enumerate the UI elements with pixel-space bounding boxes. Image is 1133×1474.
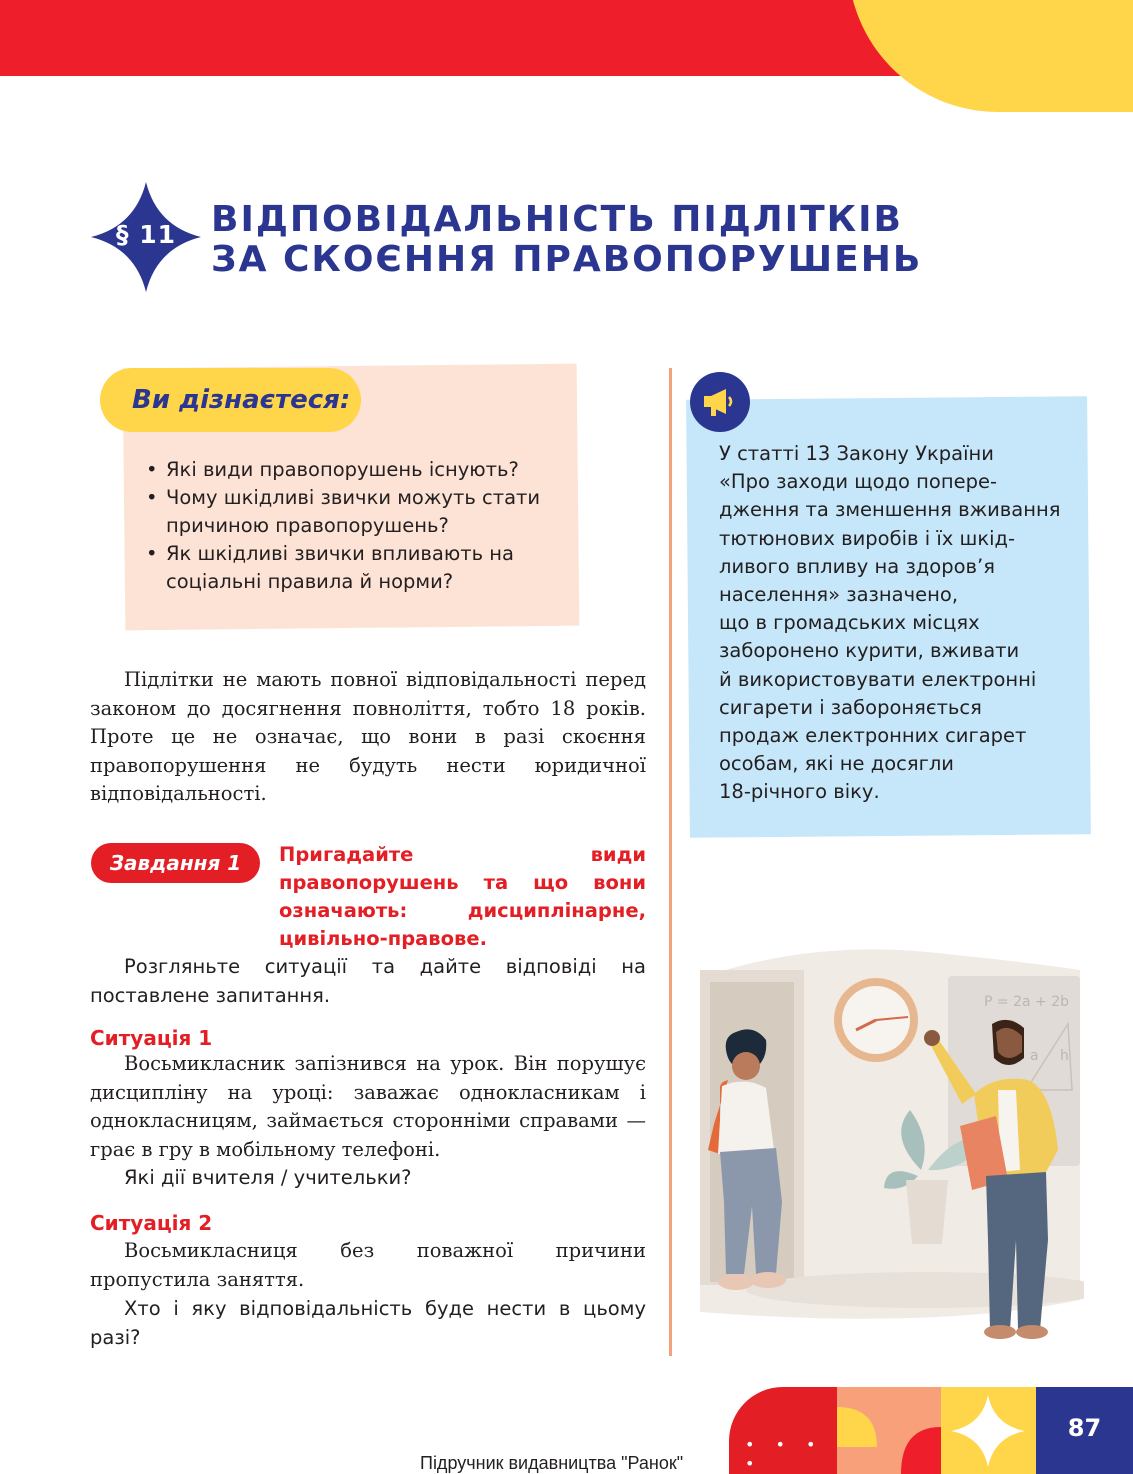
info-text: У статті 13 Закону України «Про заходи щодо попере- дження та зменшення вживання тютюнових виробів і їх шкід- ливого впливу на здоров’я населення» зазначено, що в громадських місцях заборонено курити, вживати й використовувати електронні сигарети і забороняється продаж електронних сигарет особам, які не досягли 18-річного віку. (719, 442, 1061, 804)
situation-2-question: Хто і яку відповідальність буде нести в цьому разі? (90, 1297, 646, 1349)
board-label-h: h (1060, 1048, 1069, 1064)
learn-heading: Ви дізнаєтеся: (100, 368, 361, 432)
learn-item: • Як шкідливі звички впливають на соціальні правила й норми? (146, 540, 566, 596)
plant-pot (906, 1180, 948, 1244)
consider-paragraph: Розгляньте ситуації та дайте відповіді на поставлене запитання. (90, 955, 646, 1007)
page-title (211, 199, 923, 280)
column-divider (669, 368, 672, 1356)
task-badge: Завдання 1 (91, 843, 260, 883)
footer-yellow-block (941, 1387, 1036, 1474)
paragraph-badge (91, 182, 201, 292)
footer-peach-block (837, 1387, 941, 1474)
learn-item: • Чому шкідливі звички можуть стати причиною правопорушень? (146, 484, 566, 540)
intro-paragraph: Підлітки не мають повної відповідальності перед законом до досягнення повноліття, тобто 18 років. Проте це не означає, що вони в разі скоєння правопорушення не будуть нести юридичної відповідальності. (90, 668, 646, 805)
star-icon (941, 1387, 1036, 1474)
learn-list (146, 456, 566, 596)
top-yellow-shape (848, 0, 1133, 112)
footer-dots: • • • • (745, 1435, 824, 1473)
boy-shirt (718, 1081, 774, 1154)
task-text: Пригадайте види правопорушень та що вони означають: дисциплінарне, цивільно-правове. (279, 843, 646, 950)
paragraph-label: § 11 (116, 220, 176, 249)
title-line-2: ЗА СКОЄННЯ ПРАВОПОРУШЕНЬ (211, 239, 923, 280)
classroom-illustration (696, 940, 1084, 1344)
situation-1-question: Які дії вчителя / учительки? (124, 1166, 412, 1189)
title-line-1: ВІДПОВІДАЛЬНІСТЬ ПІДЛІТКІВ (211, 199, 903, 240)
megaphone-icon (690, 372, 750, 432)
page-number: 87 (1067, 1414, 1102, 1442)
situation-2-text: Восьмикласниця без поважної причини пропустила заняття. (90, 1239, 646, 1291)
footer-red-block (729, 1387, 837, 1474)
publisher-caption: Підручник видавництва "Ранок" (420, 1453, 684, 1473)
board-label-a: a (1030, 1048, 1039, 1064)
board-formula: P = 2a + 2b (984, 994, 1069, 1010)
situation-2-heading: Ситуація 2 (90, 1211, 213, 1235)
learn-item: • Які види правопорушень існують? (146, 456, 566, 484)
situation-1-heading: Ситуація 1 (90, 1026, 213, 1050)
footer-page-block (1036, 1387, 1133, 1474)
situation-1-text: Восьмикласник запізнився на урок. Він порушує дисципліну на уроці: заважає однокласникам і однокласницям, займається сторонніми справами — грає в гру в мобільному телефоні. (90, 1052, 646, 1161)
